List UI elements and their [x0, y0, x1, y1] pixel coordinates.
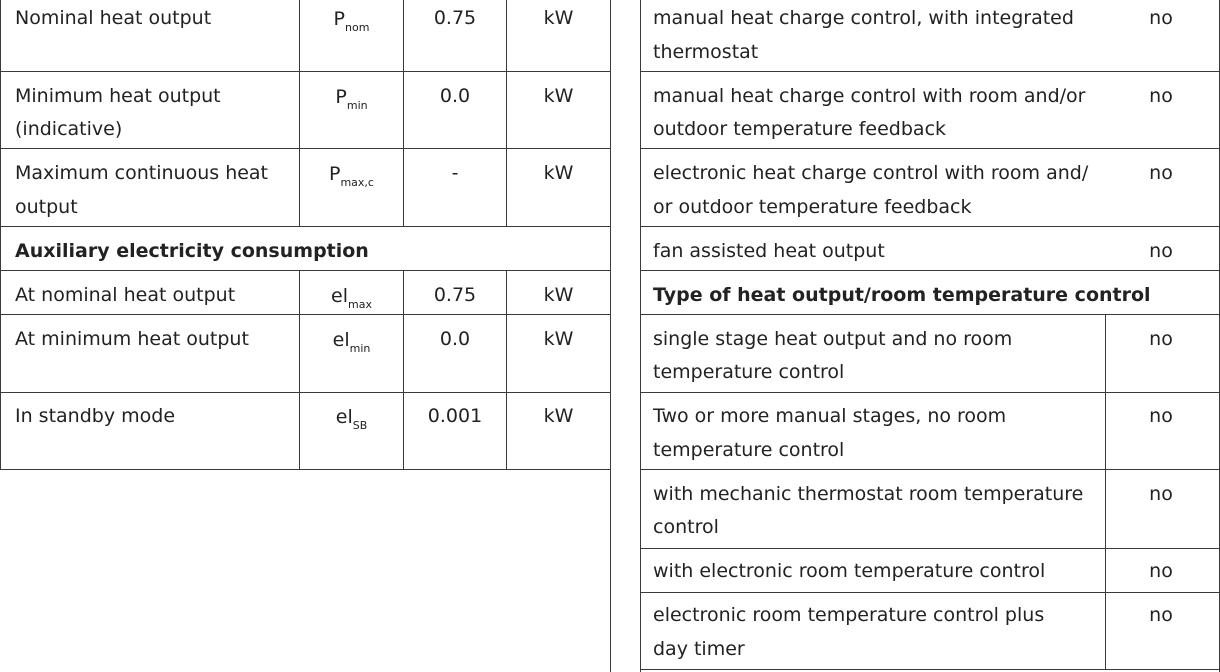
- grid-line-vertical: [610, 0, 611, 672]
- grid-line-horizontal: [640, 270, 1220, 271]
- right-row-7-line-1: Two or more manual stages, no room: [653, 405, 1007, 427]
- left-row-1-label: Nominal heat output: [15, 7, 212, 29]
- right-row-2-line-2: outdoor temperature feedback: [653, 118, 947, 140]
- left-row-7-value: 0.001: [427, 405, 483, 427]
- grid-line-vertical: [0, 0, 1, 470]
- left-row-6-unit: kW: [543, 328, 574, 350]
- right-row-1-line-2: thermostat: [653, 41, 759, 63]
- right-row-6-value: no: [1149, 328, 1173, 350]
- left-row-3-symbol: $P_{max,c}$: [329, 163, 374, 189]
- left-row-5-label: At nominal heat output: [15, 284, 236, 306]
- grid-line-horizontal: [0, 270, 611, 271]
- left-row-1-symbol: $P_{nom}$: [333, 8, 370, 34]
- left-row-2-label-line-2: (indicative): [15, 118, 123, 140]
- left-row-3-label-line-1: Maximum continuous heat: [15, 162, 269, 184]
- left-row-1-value: 0.75: [433, 7, 477, 29]
- grid-line-horizontal: [640, 669, 1220, 670]
- grid-line-horizontal: [640, 548, 1220, 549]
- left-row-6-label: At minimum heat output: [15, 328, 249, 350]
- right-row-9-value: no: [1149, 560, 1173, 582]
- grid-line-vertical: [640, 0, 641, 672]
- right-row-10-line-1: electronic room temperature control plus: [653, 604, 1045, 626]
- grid-line-horizontal: [0, 148, 611, 149]
- grid-line-horizontal: [640, 469, 1220, 470]
- right-row-3-value: no: [1149, 162, 1173, 184]
- right-row-1-value: no: [1149, 7, 1173, 29]
- right-row-4-line-1: fan assisted heat output: [653, 240, 885, 262]
- grid-line-horizontal: [0, 71, 611, 72]
- right-row-6-line-1: single stage heat output and no room: [653, 328, 1013, 350]
- right-row-3-line-2: or outdoor temperature feedback: [653, 196, 972, 218]
- left-row-2-label-line-1: Minimum heat output: [15, 85, 221, 107]
- left-row-1-unit: kW: [543, 7, 574, 29]
- right-row-8-value: no: [1149, 483, 1173, 505]
- right-row-7-value: no: [1149, 405, 1173, 427]
- left-row-2-unit: kW: [543, 85, 574, 107]
- left-row-6-symbol: $el_{min}$: [332, 329, 371, 355]
- right-row-10-line-2: day timer: [653, 638, 745, 660]
- left-row-7-symbol: $el_{SB}$: [335, 406, 368, 432]
- right-row-3-line-1: electronic heat charge control with room and/: [653, 162, 1089, 184]
- grid-line-horizontal: [0, 226, 611, 227]
- right-row-10-value: no: [1149, 604, 1173, 626]
- right-row-6-line-2: temperature control: [653, 361, 845, 383]
- left-row-3-label-line-2: output: [15, 196, 78, 218]
- left-row-5-value: 0.75: [433, 284, 477, 306]
- left-row-3-unit: kW: [543, 162, 574, 184]
- right-row-8-line-2: control: [653, 516, 719, 538]
- grid-line-horizontal: [640, 592, 1220, 593]
- right-row-1-line-1: manual heat charge control, with integrated: [653, 7, 1074, 29]
- left-row-6-value: 0.0: [439, 328, 471, 350]
- right-row-2-line-1: manual heat charge control with room and/or: [653, 85, 1086, 107]
- left-row-7-label: In standby mode: [15, 405, 176, 427]
- grid-line-horizontal: [0, 469, 611, 470]
- grid-line-horizontal: [0, 392, 611, 393]
- grid-line-vertical: [299, 0, 300, 227]
- grid-line-horizontal: [640, 148, 1220, 149]
- grid-line-horizontal: [640, 71, 1220, 72]
- right-row-9-line-1: with electronic room temperature control: [653, 560, 1046, 582]
- grid-line-horizontal: [640, 314, 1220, 315]
- grid-line-horizontal: [640, 226, 1220, 227]
- left-row-5-unit: kW: [543, 284, 574, 306]
- right-row-8-line-1: with mechanic thermostat room temperature: [653, 483, 1084, 505]
- right-row-4-value: no: [1149, 240, 1173, 262]
- left-row-2-symbol: $P_{min}$: [335, 86, 368, 112]
- left-row-7-unit: kW: [543, 405, 574, 427]
- right-row-7-line-2: temperature control: [653, 439, 845, 461]
- grid-line-horizontal: [640, 392, 1220, 393]
- left-row-2-value: 0.0: [439, 85, 471, 107]
- right-row-2-value: no: [1149, 85, 1173, 107]
- left-row-3-value: -: [451, 162, 459, 184]
- right-section-heading: Type of heat output/room temperature control: [653, 284, 1151, 306]
- grid-line-horizontal: [0, 314, 611, 315]
- left-row-5-symbol: $el_{max}$: [331, 285, 372, 311]
- left-section-heading: Auxiliary electricity consumption: [15, 240, 369, 262]
